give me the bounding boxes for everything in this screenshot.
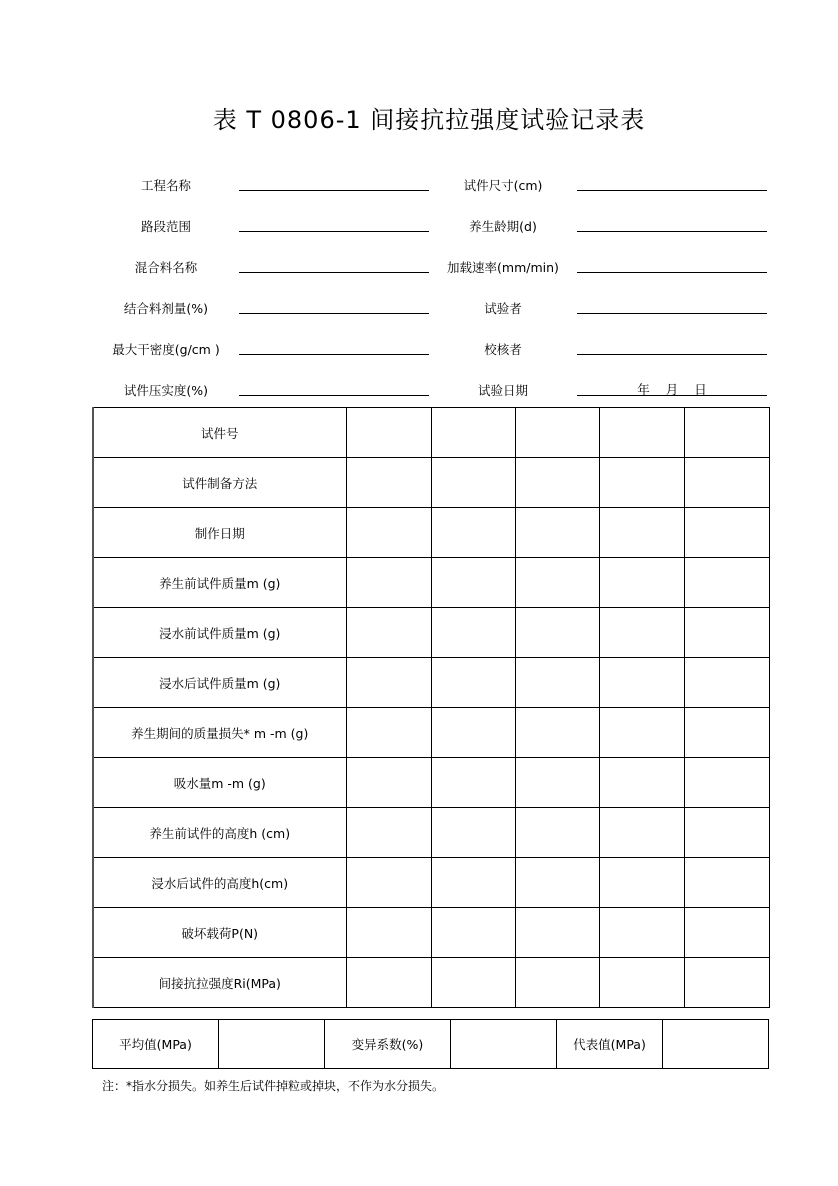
- mixture-name-label: 混合料名称: [134, 260, 198, 275]
- specimen-cell[interactable]: [431, 608, 515, 658]
- compaction-degree-field[interactable]: [239, 395, 429, 396]
- curing-age-field[interactable]: [577, 231, 767, 232]
- average-label: 平均值(MPa): [93, 1020, 219, 1069]
- table-row: [93, 858, 769, 908]
- specimen-cell[interactable]: [431, 908, 515, 958]
- row-label: 浸水前试件质量m (g): [93, 608, 346, 658]
- specimen-cell[interactable]: [684, 758, 769, 808]
- table-row: [93, 508, 769, 558]
- table-row: [93, 408, 769, 458]
- specimen-cell[interactable]: [431, 458, 515, 508]
- specimen-cell[interactable]: [346, 958, 431, 1008]
- loading-rate-label: 加载速率(mm/min): [447, 260, 559, 275]
- specimen-cell[interactable]: [684, 808, 769, 858]
- table-row: [93, 758, 769, 808]
- specimen-cell[interactable]: [684, 858, 769, 908]
- summary-table: [92, 1019, 769, 1069]
- cv-label: 变异系数(%): [325, 1020, 451, 1069]
- specimen-cell[interactable]: [684, 508, 769, 558]
- row-label: 养生期间的质量损失* m -m (g): [93, 708, 346, 758]
- specimen-cell[interactable]: [346, 558, 431, 608]
- specimen-cell[interactable]: [346, 458, 431, 508]
- footnote: 注：*指水分损失。如养生后试件掉粒或掉块，不作为水分损失。: [102, 1079, 445, 1093]
- specimen-cell[interactable]: [599, 908, 684, 958]
- specimen-cell[interactable]: [515, 408, 599, 458]
- specimen-cell[interactable]: [515, 858, 599, 908]
- specimen-cell[interactable]: [431, 708, 515, 758]
- specimen-cell[interactable]: [515, 958, 599, 1008]
- table-row: [93, 708, 769, 758]
- specimen-cell[interactable]: [599, 508, 684, 558]
- specimen-cell[interactable]: [431, 858, 515, 908]
- specimen-cell[interactable]: [599, 458, 684, 508]
- curing-age-label: 养生龄期(d): [469, 219, 537, 234]
- specimen-cell[interactable]: [346, 808, 431, 858]
- specimen-cell[interactable]: [684, 658, 769, 708]
- tester-label: 试验者: [484, 301, 522, 316]
- row-label: 制作日期: [93, 508, 346, 558]
- compaction-degree-label: 试件压实度(%): [123, 383, 209, 398]
- summary-row: [93, 1020, 769, 1069]
- row-label: 养生前试件质量m (g): [93, 558, 346, 608]
- specimen-cell[interactable]: [515, 708, 599, 758]
- specimen-cell[interactable]: [346, 508, 431, 558]
- specimen-cell[interactable]: [346, 758, 431, 808]
- date-year: 年: [637, 382, 650, 397]
- specimen-cell[interactable]: [431, 558, 515, 608]
- specimen-cell[interactable]: [515, 908, 599, 958]
- specimen-cell[interactable]: [515, 808, 599, 858]
- test-date-label: 试验日期: [477, 383, 528, 398]
- specimen-cell[interactable]: [431, 958, 515, 1008]
- specimen-cell[interactable]: [431, 508, 515, 558]
- max-dry-density-label: 最大干密度(g/cm ): [112, 342, 220, 357]
- specimen-cell[interactable]: [515, 558, 599, 608]
- row-label: 试件制备方法: [93, 458, 346, 508]
- specimen-cell[interactable]: [515, 458, 599, 508]
- mixture-name-field[interactable]: [239, 272, 429, 273]
- section-range-label: 路段范围: [140, 219, 191, 234]
- specimen-cell[interactable]: [515, 658, 599, 708]
- specimen-cell[interactable]: [346, 658, 431, 708]
- representative-label: 代表值(MPa): [557, 1020, 663, 1069]
- specimen-cell[interactable]: [599, 758, 684, 808]
- specimen-cell[interactable]: [599, 558, 684, 608]
- date-month: 月: [665, 382, 679, 397]
- specimen-cell[interactable]: [684, 458, 769, 508]
- row-label: 养生前试件的高度h (cm): [93, 808, 346, 858]
- specimen-cell[interactable]: [599, 408, 684, 458]
- row-label: 吸水量m -m (g): [93, 758, 346, 808]
- specimen-cell[interactable]: [346, 708, 431, 758]
- specimen-cell[interactable]: [431, 658, 515, 708]
- loading-rate-field[interactable]: [577, 272, 767, 273]
- table-row: [93, 608, 769, 658]
- average-value-cell[interactable]: [219, 1020, 325, 1069]
- specimen-cell[interactable]: [599, 958, 684, 1008]
- specimen-size-field[interactable]: [577, 190, 767, 191]
- test-date-parts: [577, 380, 767, 398]
- record-table: [92, 407, 770, 1008]
- specimen-cell[interactable]: [599, 708, 684, 758]
- table-row: [93, 558, 769, 608]
- project-name-label: 工程名称: [140, 178, 191, 193]
- specimen-cell[interactable]: [684, 708, 769, 758]
- specimen-cell[interactable]: [431, 758, 515, 808]
- specimen-cell[interactable]: [599, 808, 684, 858]
- specimen-cell[interactable]: [346, 608, 431, 658]
- cv-value-cell[interactable]: [451, 1020, 557, 1069]
- project-name-field[interactable]: [239, 190, 429, 191]
- specimen-cell[interactable]: [346, 408, 431, 458]
- table-row: [93, 808, 769, 858]
- specimen-cell[interactable]: [346, 908, 431, 958]
- specimen-cell[interactable]: [684, 558, 769, 608]
- specimen-cell[interactable]: [515, 608, 599, 658]
- specimen-cell[interactable]: [431, 808, 515, 858]
- row-label: 试件号: [93, 408, 346, 458]
- max-dry-density-field[interactable]: [239, 354, 429, 355]
- specimen-cell[interactable]: [684, 608, 769, 658]
- tester-field[interactable]: [577, 313, 767, 314]
- row-label: 浸水后试件的高度h(cm): [93, 858, 346, 908]
- checker-field[interactable]: [577, 354, 767, 355]
- checker-label: 校核者: [484, 342, 522, 357]
- table-row: [93, 458, 769, 508]
- specimen-cell[interactable]: [684, 908, 769, 958]
- specimen-cell[interactable]: [431, 408, 515, 458]
- table-row: [93, 908, 769, 958]
- row-label: 破坏载荷P(N): [93, 908, 346, 958]
- binder-dosage-label: 结合料剂量(%): [123, 301, 209, 316]
- section-range-field[interactable]: [239, 231, 429, 232]
- date-day: 日: [694, 382, 707, 397]
- page-title: 表 T 0806-1 间接抗拉强度试验记录表: [212, 106, 646, 134]
- specimen-cell[interactable]: [684, 958, 769, 1008]
- table-row: [93, 958, 769, 1008]
- row-label: 浸水后试件质量m (g): [93, 658, 346, 708]
- specimen-cell[interactable]: [599, 658, 684, 708]
- specimen-cell[interactable]: [684, 408, 769, 458]
- specimen-cell[interactable]: [599, 608, 684, 658]
- table-row: [93, 658, 769, 708]
- specimen-size-label: 试件尺寸(cm): [463, 178, 543, 193]
- specimen-cell[interactable]: [515, 508, 599, 558]
- binder-dosage-field[interactable]: [239, 313, 429, 314]
- specimen-cell[interactable]: [515, 758, 599, 808]
- specimen-cell[interactable]: [346, 858, 431, 908]
- row-label: 间接抗拉强度Ri(MPa): [93, 958, 346, 1008]
- specimen-cell[interactable]: [599, 858, 684, 908]
- representative-value-cell[interactable]: [663, 1020, 769, 1069]
